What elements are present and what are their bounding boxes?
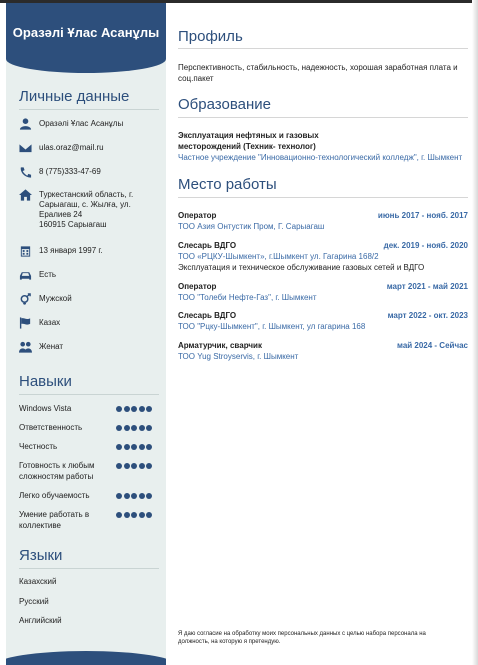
job-entry <box>178 310 468 332</box>
personal-birthdate: 13 января 1997 г. <box>39 246 103 255</box>
language-item: Английский <box>19 616 62 625</box>
skill-rating <box>116 510 156 518</box>
job-dates: март 2022 - окт. 2023 <box>387 311 468 320</box>
divider <box>19 109 159 110</box>
couple-icon <box>19 341 33 353</box>
personal-name: Оразəлі Ұлас Асанұлы <box>39 119 124 128</box>
job-company: ТОО «РЦКУ-Шымкент», г.Шымкент ул. Гагарина 168/2 <box>178 252 379 261</box>
calendar-icon <box>19 245 33 257</box>
personal-marital: Женат <box>39 342 64 351</box>
profile-title: Профиль <box>178 28 243 45</box>
job-dates: дек. 2019 - нояб. 2020 <box>383 241 468 250</box>
job-dates: июнь 2017 - нояб. 2017 <box>377 211 468 220</box>
consent-note: Я даю согласие на обработку моих персональных данных с целью набора персонала на должность, на которую я претендую. <box>178 631 426 645</box>
language-item: Казахский <box>19 577 57 586</box>
gender-icon <box>19 293 33 305</box>
education-title: Образование <box>178 96 271 113</box>
skill-label: Честность <box>19 442 58 451</box>
work-title: Место работы <box>178 176 277 193</box>
skill-rating <box>116 442 156 450</box>
name-header <box>6 3 166 73</box>
car-icon <box>19 269 33 281</box>
job-dates: май 2024 - Сейчас <box>397 341 468 350</box>
home-icon <box>19 189 33 201</box>
envelope-icon <box>19 142 33 154</box>
job-entry <box>178 210 468 232</box>
personal-nationality: Казах <box>39 318 61 327</box>
personal-car: Есть <box>39 270 57 279</box>
job-company: ТОО Азия Онтустик Пром, Г. Сарыагаш <box>178 222 325 231</box>
divider <box>19 394 159 395</box>
personal-data-title: Личные данные <box>19 88 130 105</box>
job-title: Оператор <box>178 211 217 220</box>
skill-rating <box>116 491 156 499</box>
job-dates: март 2021 - май 2021 <box>386 282 468 291</box>
divider <box>178 117 468 118</box>
job-title: Слесарь ВДГО <box>178 241 237 250</box>
divider <box>178 197 468 198</box>
job-entry <box>178 281 468 303</box>
skill-label: Ответственность <box>19 423 83 432</box>
skill-rating <box>116 461 156 469</box>
skills-title: Навыки <box>19 373 72 390</box>
education-school: Частное учреждение "Инновационно-технологический колледж", г. Шымкент <box>178 153 463 162</box>
personal-email[interactable]: ulas.oraz@mail.ru <box>39 143 104 152</box>
job-company: ТОО Yug Stroyservis, г. Шымкент <box>178 352 299 361</box>
phone-icon <box>19 166 33 178</box>
skill-label: Windows Vista <box>19 404 72 413</box>
skill-label: Умение работать в коллективе <box>19 510 90 530</box>
person-icon <box>19 118 33 130</box>
job-company: ТОО "Рцку-Шымкент", г. Шымкент, ул гагарина 168 <box>178 322 366 331</box>
language-item: Русский <box>19 597 49 606</box>
personal-phone[interactable]: 8 (775)333-47-69 <box>39 167 101 176</box>
job-entry <box>178 240 468 273</box>
job-title: Оператор <box>178 282 217 291</box>
personal-address: Туркестанский область, г. Сарыагаш, с. Жылға, ул. Ералиев 24 160915 Сарыагаш <box>39 190 134 229</box>
skill-label: Готовность к любым сложностям работы <box>19 461 95 481</box>
sidebar-footer <box>6 651 166 665</box>
job-company: ТОО "Толеби Нефте-Газ", г. Шымкент <box>178 293 317 302</box>
skill-rating <box>116 423 156 431</box>
divider <box>19 568 159 569</box>
languages-title: Языки <box>19 547 63 564</box>
flag-icon <box>19 317 33 329</box>
job-title: Слесарь ВДГО <box>178 311 237 320</box>
full-name: Оразəлі Ұлас Асанұлы <box>12 25 160 40</box>
job-description: Эксплуатация и техническое обслуживание газовых сетей и ВДГО <box>178 263 425 272</box>
page-edge-shadow <box>472 0 478 665</box>
personal-gender: Мужской <box>39 294 72 303</box>
skill-rating <box>116 404 156 412</box>
skill-label: Легко обучаемость <box>19 491 90 500</box>
divider <box>178 48 468 49</box>
sidebar <box>6 3 166 665</box>
job-title: Арматурчик, сварчик <box>178 341 262 350</box>
education-degree: Эксплуатация нефтяных и газовых месторождений (Техник- технолог) <box>178 131 319 151</box>
job-entry <box>178 340 468 362</box>
profile-text: Перспективность, стабильность, надежность, хорошая заработная плата и соц.пакет <box>178 63 458 83</box>
